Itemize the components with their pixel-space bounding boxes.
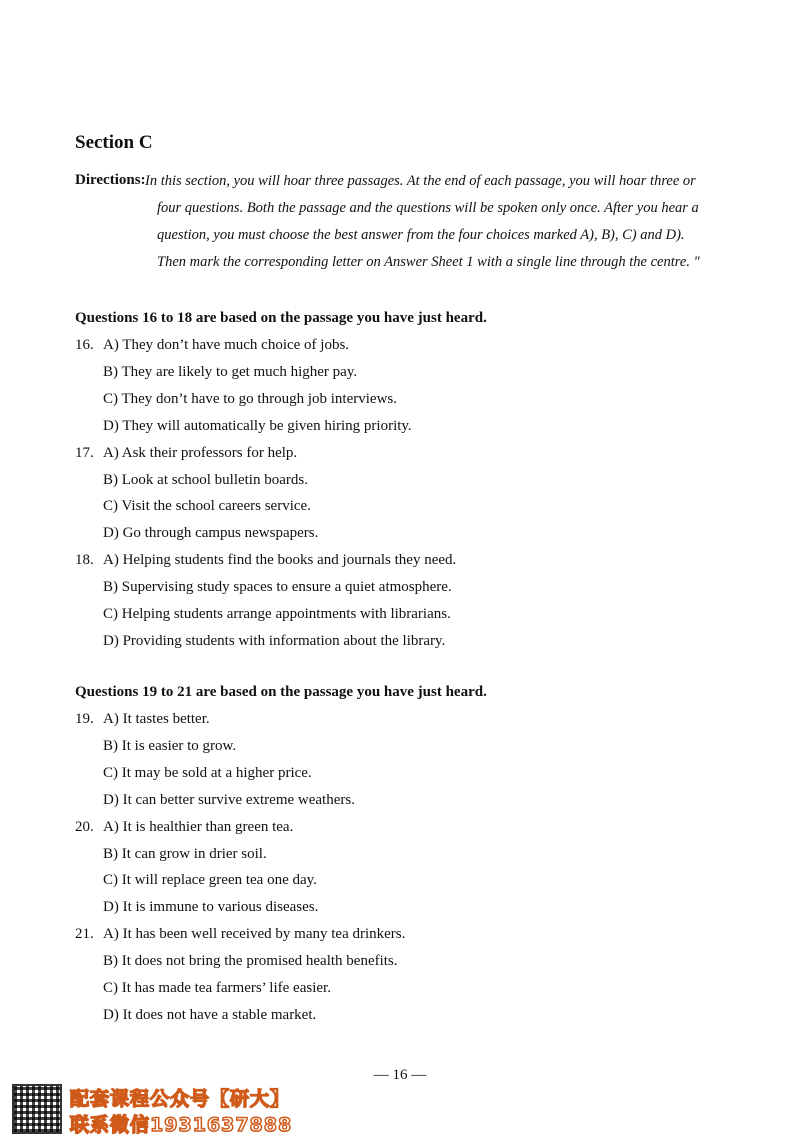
- answer-option: [103, 846, 267, 863]
- section-title: Section C: [75, 132, 153, 153]
- option-text: It is healthier than green tea.: [122, 818, 294, 835]
- option-text: It will replace green tea one day.: [121, 872, 317, 889]
- answer-option: [103, 472, 308, 489]
- answer-option: [103, 980, 331, 997]
- answer-option: [103, 819, 293, 836]
- directions-label: [75, 172, 146, 189]
- option-letter: C): [103, 498, 118, 515]
- option-text: Look at school bulletin boards.: [121, 471, 308, 488]
- option-text: They are likely to get much higher pay.: [121, 363, 358, 380]
- option-letter: C): [103, 980, 118, 996]
- answer-option: [103, 792, 355, 809]
- option-letter: A): [103, 818, 119, 835]
- question-number: 16.: [75, 337, 94, 353]
- option-text: It has been well received by many tea drinkers.: [122, 926, 406, 943]
- directions-label-text: Directions: [75, 172, 141, 188]
- option-text: Helping students arrange appointments with librarians.: [121, 606, 451, 622]
- answer-option: [103, 418, 412, 435]
- option-text: Helping students find the books and journals they need.: [122, 552, 457, 569]
- answer-option: [103, 633, 445, 650]
- question-number: 18.: [75, 552, 94, 569]
- option-letter: B): [103, 845, 118, 862]
- option-letter: A): [103, 444, 119, 461]
- option-text: They will automatically be given hiring priority.: [122, 417, 412, 434]
- answer-option: [103, 738, 236, 755]
- page-number: — 16 —: [373, 1067, 427, 1083]
- option-letter: D): [103, 417, 119, 434]
- option-text: They don’t have to go through job interviews.: [121, 390, 397, 407]
- option-letter: D): [103, 632, 119, 649]
- answer-option: [103, 926, 405, 943]
- answer-option: [103, 364, 357, 381]
- answer-option: [103, 525, 318, 542]
- option-text: Supervising study spaces to ensure a quiet atmosphere.: [121, 579, 452, 596]
- question-group-heading: Questions 19 to 21 are based on the passage you have just heard.: [75, 684, 487, 700]
- answer-option: [103, 953, 398, 970]
- answer-option: [103, 337, 349, 354]
- answer-option: [103, 498, 311, 515]
- answer-option: [103, 1007, 316, 1024]
- option-text: It does not bring the promised health benefits.: [121, 953, 398, 970]
- question-number: 21.: [75, 926, 94, 943]
- qr-code-icon: [12, 1084, 62, 1134]
- question-group-heading: Questions 16 to 18 are based on the passage you have just heard.: [75, 310, 487, 326]
- option-letter: D): [103, 525, 119, 542]
- question-number: 19.: [75, 711, 94, 727]
- option-letter: C): [103, 390, 118, 407]
- option-letter: C): [103, 606, 118, 622]
- option-text: It tastes better.: [122, 711, 210, 727]
- answer-option: [103, 552, 456, 569]
- question-number: 20.: [75, 818, 94, 835]
- option-text: It can grow in drier soil.: [121, 845, 267, 862]
- option-text: Go through campus newspapers.: [122, 525, 319, 542]
- option-text: Providing students with information about the library.: [122, 632, 446, 649]
- answer-option: [103, 872, 317, 889]
- watermark: [12, 1084, 312, 1136]
- option-letter: B): [103, 953, 118, 970]
- option-text: Visit the school careers service.: [121, 498, 311, 515]
- answer-option: [103, 765, 312, 782]
- option-letter: B): [103, 471, 118, 488]
- option-text: It does not have a stable market.: [122, 1006, 317, 1023]
- watermark-line-2: 联系微信1931637888: [70, 1114, 293, 1136]
- option-letter: B): [103, 363, 118, 380]
- directions-line: four questions. Both the passage and the questions will be spoken only once. After you hear a: [157, 200, 699, 216]
- option-letter: B): [103, 737, 118, 754]
- watermark-line-1: 配套课程公众号【研大】: [70, 1088, 291, 1110]
- option-text: It may be sold at a higher price.: [121, 764, 312, 781]
- option-letter: A): [103, 552, 119, 569]
- option-letter: D): [103, 1006, 119, 1023]
- directions-line: In this section, you will hoar three passages. At the end of each passage, you will hoar three or: [145, 173, 696, 189]
- option-letter: D): [103, 899, 119, 916]
- answer-option: [103, 391, 397, 408]
- answer-option: [103, 579, 452, 596]
- option-text: It is easier to grow.: [121, 737, 237, 754]
- option-letter: A): [103, 711, 119, 727]
- option-letter: B): [103, 579, 118, 596]
- option-letter: A): [103, 337, 119, 353]
- directions-line: question, you must choose the best answer from the four choices marked A), B), C) and D).: [157, 227, 685, 243]
- directions-line: Then mark the corresponding letter on Answer Sheet 1 with a single line through the centre. ": [157, 254, 700, 270]
- option-text: It is immune to various diseases.: [122, 899, 319, 916]
- option-text: They don’t have much choice of jobs.: [122, 337, 350, 353]
- question-number: 17.: [75, 444, 94, 461]
- option-letter: D): [103, 791, 119, 808]
- answer-option: [103, 899, 318, 916]
- option-text: Ask their professors for help.: [121, 444, 298, 461]
- answer-option: [103, 445, 297, 462]
- option-letter: C): [103, 764, 118, 781]
- option-letter: A): [103, 926, 119, 943]
- answer-option: [103, 711, 210, 728]
- directions-colon: :: [140, 172, 146, 188]
- answer-option: [103, 606, 451, 623]
- option-text: It has made tea farmers’ life easier.: [121, 980, 331, 996]
- option-letter: C): [103, 872, 118, 889]
- option-text: It can better survive extreme weathers.: [122, 791, 355, 808]
